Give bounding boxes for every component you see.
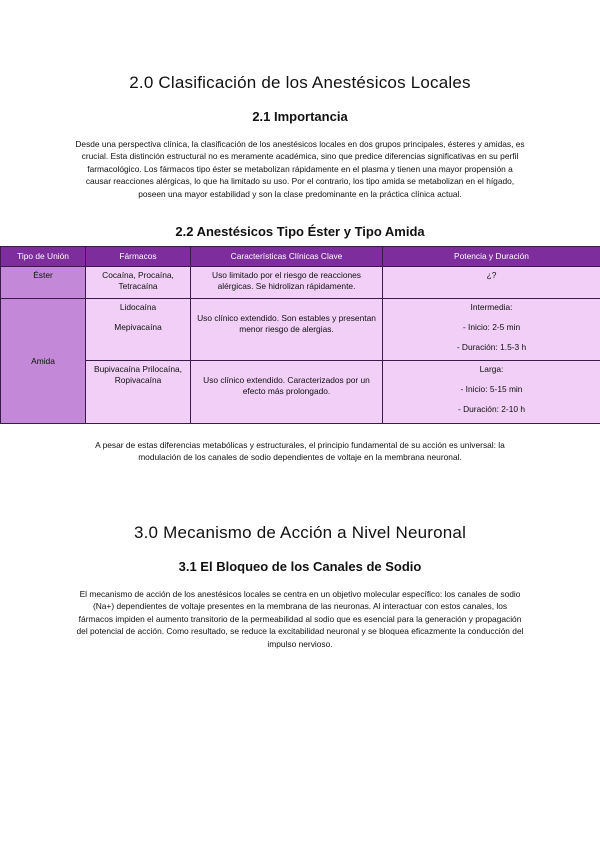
amida-potency-cell-2 — [383, 361, 600, 424]
importance-paragraph: Desde una perspectiva clínica, la clasificación de los anestésicos locales en dos grupos principales, ésteres y amidas, es crucial. Esta distinción estructural no es meramente académica, sino que predice diferencias significativas en su perfil farmacológico. Los fármacos tipo éster se metabolizan rápidamente en el plasma y tienen una mayor propensión a causar reacciones alérgicas, lo que ha limitado su uso. Por el contrario, los tipo amida se metabolizan en el hígado, poseen una mayor estabilidad y son la clase predominante en la práctica clínica actual. — [75, 139, 525, 199]
drug-lidocaine: Lidocaína — [119, 302, 157, 312]
amida-drugs-cell-1 — [86, 299, 191, 361]
potency-level-long: Larga: — [479, 364, 504, 374]
amida-drugs-cell-2: Bupivacaína Prilocaína, Ropivacaína — [86, 361, 191, 424]
section-2-title: 2.0 Clasificación de los Anestésicos Locales — [129, 73, 471, 92]
after-table-paragraph: A pesar de estas diferencias metabólicas y estructurales, el principio fundamental de su acción es universal: la modulación de los canales de sodio dependientes de voltaje en la membrana neuronal. — [95, 440, 505, 463]
duration-long: - Duración: 2-10 h — [457, 404, 526, 414]
header-clinical-features: Características Clínicas Clave — [191, 247, 383, 267]
section-3-1-heading: 3.1 El Bloqueo de los Canales de Sodio — [178, 559, 422, 574]
potency-level-intermediate: Intermedia: — [470, 302, 513, 312]
onset-intermediate: - Inicio: 2-5 min — [462, 322, 521, 332]
table-row-amida-long — [1, 361, 600, 424]
header-drugs: Fármacos — [86, 247, 191, 267]
header-bond-type: Tipo de Unión — [1, 247, 86, 267]
table-row-ester — [1, 267, 600, 299]
table-row-amida-intermediate — [1, 299, 600, 361]
ester-bond-cell: Éster — [1, 267, 86, 299]
section-2-1-heading: 2.1 Importancia — [252, 109, 348, 124]
table-header-row — [1, 247, 600, 267]
ester-features-cell: Uso limitado por el riesgo de reacciones alérgicas. Se hidrolizan rápidamente. — [191, 267, 383, 299]
duration-intermediate: - Duración: 1.5-3 h — [456, 342, 527, 352]
section-3-title: 3.0 Mecanismo de Acción a Nivel Neuronal — [133, 523, 467, 542]
amida-features-cell-2: Uso clínico extendido. Caracterizados por un efecto más prolongado. — [191, 361, 383, 424]
section-2-2-heading: 2.2 Anestésicos Tipo Éster y Tipo Amida — [175, 224, 425, 239]
onset-long: - Inicio: 5-15 min — [460, 384, 523, 394]
header-potency-duration: Potencia y Duración — [383, 247, 600, 267]
drug-mepivacaine: Mepivacaína — [114, 322, 162, 332]
ester-drugs-cell: Cocaína, Procaína, Tetracaína — [86, 267, 191, 299]
ester-potency-cell: ¿? — [383, 267, 600, 299]
amida-features-cell-1: Uso clínico extendido. Son estables y presentan menor riesgo de alergias. — [191, 299, 383, 361]
anesthetics-table — [0, 246, 600, 424]
mechanism-paragraph: El mecanismo de acción de los anestésicos locales se centra en un objetivo molecular específico: los canales de sodio (Na+) dependientes de voltaje presentes en la membrana de las neuronas. Al interactuar con estos canales, los fármacos impiden el aumento transitorio de la permeabilidad al sodio que es esencial para la generación y propagación del potencial de acción. Como resultado, se reduce la excitabilidad neuronal y se bloquea eficazmente la conducción del impulso nervioso. — [76, 589, 524, 649]
amida-bond-cell: Amida — [1, 299, 86, 424]
amida-potency-cell-1 — [383, 299, 600, 361]
